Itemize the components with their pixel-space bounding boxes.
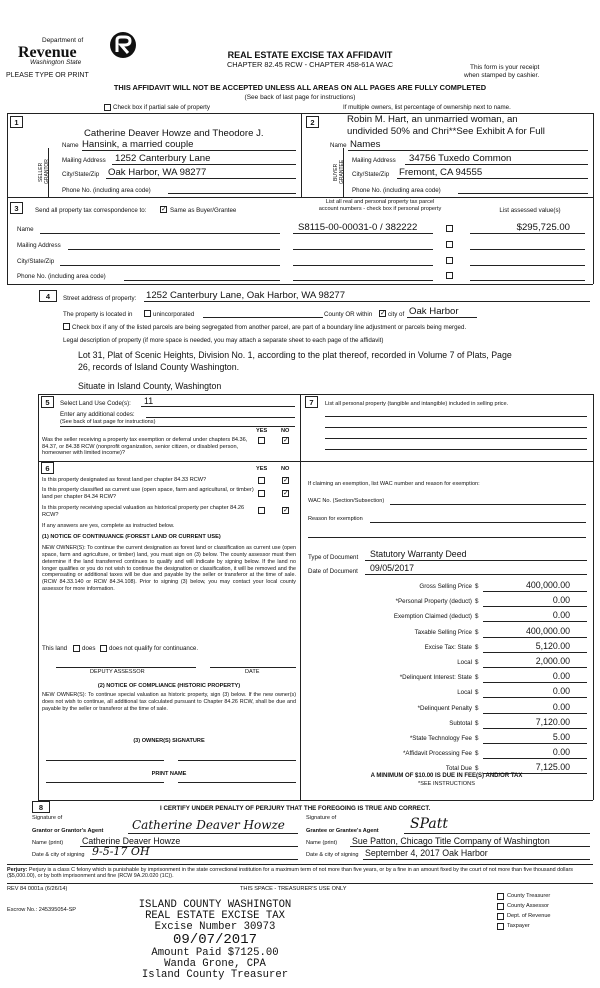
dollar-sign: $ — [475, 704, 479, 712]
tax-row-value: 0.00 — [552, 686, 570, 697]
tax-row-label: *Personal Property (deduct) — [395, 598, 472, 606]
tax-row-label: Taxable Selling Price — [414, 628, 472, 636]
dist-treasurer-checkbox[interactable] — [497, 893, 504, 900]
personal-property-checkbox-2[interactable] — [446, 241, 453, 248]
grantee-signature: SPatt — [410, 816, 448, 832]
grantee-date: September 4, 2017 Oak Harbor — [365, 848, 488, 858]
affidavit-page: Department of Revenue Washington State PLEASE TYPE OR PRINT REAL ESTATE EXCISE TAX AFFIDAVIT CHAPTER 82.45 RCW - CHAPTER 458-61A WAC This form is your receipt when stamped by cashier. THIS AFFIDAVIT WILL NOT BE ACCEPTED UNLESS ALL AREAS ON ALL PAGES ARE FULLY COMPLETED (See back of last page for instructions) Check box if partial sale of property If multiple owners, list percentage of ownership next to name. 1 SELLER GRANTOR Catherine Deaver Howze and Theodore J. Name Hansink, a married couple Mailing Address 1252 Canterbury Lane City/State/Zip Oak Harbor, WA 98277 Phone No. (including area code) 2 BUYER GRANTEE Robin M. Hart, an unmarried woman, an undivided 50% and Chri**See Exhibit A for Full Name Names Mailing Address 34756 Tuxedo Common City/State/Zip Fremont, CA 94555 Phone No. (including area code) 3 Send all property tax correspondence to: ✓ Same as Buyer/Grantee List all real and personal property tax parcel account numbers - check box if personal property List assessed value(s) Name Mailing Address City/State/Zip Phone No. (including area code) S8115-00-00031-0 / 382222 $295,725.00 4 Street address of property: 1252 Canterbury Lane, Oak Harbor, WA 98277 The property is located in unincorporated County OR within ✓ city of Oak Harbor Check box if any of the listed parcels are being segregated from another parcel, are part of a boundary line adjustment or parcels being merged. Legal description of property (if more space is needed, you may attach a separate sheet to each page of the affidavit) Lot 31, Plat of Scenic Heights, Division No. 1, according to the plat thereof, recorded in Volume 7 of Plats, Page 26, records of Island County Washington. Situate in Island County, Washington 5 Select Land Use Code(s): 11 Enter any additional codes: (See back of last page for instructions) YES NO Was the seller receiving a property tax exemption or deferral under chapters 84.36, 84.37, or 84.38 RCW (nonprofit organization, senior citizen, or disabled person, homeowner with limited income)? ✓ 6 YES NO Is this property designated as forest land per chapter 84.33 RCW? ✓ Is this property classified as current use (open space, farm and agricultural, or timber) land per chapter 84.34 RCW? ✓ Is this property receiving special valuation as historical property per chapter 84.26 RCW? ✓ If any answers are yes, complete as instructed below. (1) NOTICE OF CONTINUANCE (FOREST LAND OR CURRENT USE) NEW OWNER(S): To continue the current designation as forest land or classification as current use (open space, farm and agriculture, or timber) land, you must sign on (3) below. The county assessor must then determine if the land transferred continues to qualify and will indicate by signing below. If the land no longer qualifies or you do not wish to continue the designation or classification, it will be removed and the compensating or additional taxes will be due and payable by the seller or transferor at the time of sale. (RCW 84.33.140 or RCW 84.34.108). Prior to signing (3) below, you may contact your local county assessor for more information. This land does does not qualify for continuance. DEPUTY ASSESSOR DATE (2) NOTICE OF COMPLIANCE (HISTORIC PROPERTY) NEW OWNER(S): To continue special valuation as historic property, sign (3) below. If the new owner(s) does not wish to continue, all additional tax calculated pursuant to Chapter 84.26 RCW, shall be due and payable by the seller or transferor at the time of sale. (3) OWNER(S) SIGNATURE PRINT NAME 7 List all personal property (tangible and intangible) included in selling price. If claiming an exemption, list WAC number and reason for exemption: WAC No. (Section/Subsection) Reason for exemption Type of Document Statutory Warranty Deed Date of Document 09/05/2017 Gross Selling Price $ 400,000.00 *Personal Property (deduct) $ 0.00 Exemption Claimed (deduct) $ 0.00 Taxable Selling Price $ 400,000.00 Excise Tax: State $ 5,120.00 Local $ 2,000.00 *Delinquent Interest: State $ 0.00 Local $ 0.00 *Delinquent Penalty $ 0.00 Subtotal $ 7,120.00 *State Technology Fee $ 5.00 *Affidavit Processing Fee $ 0.00 Total Due $ 7,125.00 A MINIMUM OF $10.00 IS DUE IN FEE(S) AND/OR TAX *SEE INSTRUCTIONS 8 I CERTIFY UNDER PENALTY OF PERJURY THAT THE FOREGOING IS TRUE AND CORRECT. Signature of Grantor or Grantor's Agent Catherine Deaver Howze Name (print) Catherine Deaver Howze Date & city of signing 9-5-17 OH Signature of Grantee or Grantee's Agent SPatt Name (print) Sue Patton, Chicago Title Company of Washington Date & city of signing September 4, 2017 Oak Harbor Perjury: Perjury is a class C felony which is punishable by imprisonment in the state correctional institution for a maximum term of not more than five years, or by a fine in an amount fixed by the court of not more than five thousand dollars ($5,000.00), or by both imprisonment and fine (RCW 9A.20.020 (1C)). REV 84 0001a (6/26/14) THIS SPACE - TREASURER'S USE ONLY Escrow No.: 245395054-SP ISLAND COUNTY WASHINGTON REAL ESTATE EXCISE TAX Excise Number 30973 09/07/2017 Amount Paid $7125.00 Wanda Grone, CPA Island County Treasurer County Treasurer County Assessor Dept. of Revenue Taxpayer — [0, 0, 600, 988]
seller-name-line1: Catherine Deaver Howze and Theodore J. — [84, 128, 264, 139]
historic-no-checkbox[interactable]: ✓ — [283, 507, 289, 514]
tax-row-value: 0.00 — [552, 747, 570, 758]
personal-property-checkbox-4[interactable] — [446, 272, 453, 279]
tax-row-label: Exemption Claimed (deduct) — [393, 613, 472, 621]
historic-yes-checkbox[interactable] — [258, 507, 265, 514]
dist-taxpayer-checkbox[interactable] — [497, 923, 504, 930]
seller-name-line2: Hansink, a married couple — [82, 139, 194, 150]
same-as-buyer-checkbox[interactable]: ✓ — [161, 206, 167, 213]
legal-description-2: 26, records of Island County Washington. — [78, 362, 240, 372]
assessed-value: $295,725.00 — [516, 222, 570, 233]
dollar-sign: $ — [475, 643, 479, 651]
tax-row-label: Total Due — [445, 765, 472, 773]
dollar-sign: $ — [475, 689, 479, 697]
grantor-date: 9-5-17 OH — [92, 845, 150, 858]
dollar-sign: $ — [475, 583, 479, 590]
forest-yes-checkbox[interactable] — [258, 477, 265, 484]
forest-no-checkbox[interactable]: ✓ — [283, 477, 289, 484]
document-date: 09/05/2017 — [370, 563, 415, 573]
personal-property-checkbox-3[interactable] — [446, 257, 453, 264]
segregated-checkbox[interactable] — [63, 323, 70, 330]
document-type: Statutory Warranty Deed — [370, 549, 467, 559]
dollar-sign: $ — [475, 750, 479, 758]
property-city: Oak Harbor — [409, 306, 459, 317]
tax-row-value: 7,125.00 — [535, 762, 570, 773]
does-qualify-checkbox[interactable] — [73, 645, 80, 652]
buyer-mailing: 34756 Tuxedo Common — [409, 153, 512, 164]
tax-row-value: 2,000.00 — [535, 656, 570, 666]
revenue-logo: Department of Revenue Washington State — [18, 30, 138, 80]
grantor-print-name: Catherine Deaver Howze — [82, 836, 181, 846]
tax-row-value: 5,120.00 — [535, 640, 570, 651]
grantor-signature: Catherine Deaver Howze — [132, 818, 285, 832]
property-street: 1252 Canterbury Lane, Oak Harbor, WA 98277 — [146, 290, 346, 301]
dollar-sign: $ — [475, 628, 479, 636]
distribution-list: County Treasurer County Assessor Dept. of Revenue Taxpayer — [497, 892, 597, 932]
tax-row-label: Excise Tax: State — [424, 643, 472, 651]
dollar-sign: $ — [475, 659, 479, 666]
tax-row-label: Local — [457, 689, 472, 697]
tax-row-value: 0.00 — [552, 701, 570, 712]
tax-row-value: 5.00 — [552, 732, 570, 742]
tax-row-value: 7,120.00 — [535, 716, 570, 727]
tax-row-label: *Delinquent Interest: State — [399, 674, 472, 682]
within-city-checkbox[interactable]: ✓ — [380, 310, 386, 317]
tax-row-label: Local — [457, 659, 472, 666]
dollar-sign: $ — [475, 674, 479, 682]
dollar-sign: $ — [475, 735, 479, 742]
warning-text: THIS AFFIDAVIT WILL NOT BE ACCEPTED UNLESS ALL AREAS ON ALL PAGES ARE FULLY COMPLETED — [113, 83, 487, 92]
tax-row-label: Gross Selling Price — [419, 583, 472, 590]
tax-row-value: 400,000.00 — [525, 580, 570, 590]
legal-description-1: Lot 31, Plat of Scenic Heights, Division No. 1, according to the plat thereof, recorded in Volume 7 of Plats, Page — [78, 350, 512, 360]
unincorporated-checkbox[interactable] — [144, 310, 151, 317]
tax-row-value: 0.00 — [552, 671, 570, 682]
tax-row-value: 0.00 — [552, 595, 570, 606]
seller-city: Oak Harbor, WA 98277 — [108, 167, 207, 178]
buyer-name-line1: Robin M. Hart, an unmarried woman, an — [347, 114, 518, 125]
tax-row-label: *Affidavit Processing Fee — [402, 750, 472, 758]
buyer-name-line3: Names — [350, 139, 381, 150]
perjury-note: Perjury: Perjury is a class C felony which is punishable by imprisonment in the state correctional institution for a maximum term of not more than five years, or by a fine in an amount fixed by the court of not more than five thousand dollars ($5,000.00), or by both imprisonment and fine (RCW 9A.20.020 (1C)). — [7, 867, 573, 880]
treasurer-stamp: ISLAND COUNTY WASHINGTON REAL ESTATE EXCISE TAX Excise Number 30973 09/07/2017 Amount Paid $7125.00 Wanda Grone, CPA Island County Treasurer — [138, 899, 292, 982]
tax-row-value: 400,000.00 — [525, 625, 570, 636]
dist-assessor-checkbox[interactable] — [497, 903, 504, 910]
buyer-city: Fremont, CA 94555 — [399, 167, 483, 178]
tax-row-value: 0.00 — [552, 610, 570, 621]
buyer-name-line2: undivided 50% and Chri**See Exhibit A for Full — [347, 126, 545, 137]
tax-row-label: *State Technology Fee — [409, 735, 472, 742]
current-use-no-checkbox[interactable]: ✓ — [283, 490, 289, 497]
exempt-yes-checkbox[interactable] — [258, 437, 265, 444]
grantee-print-name: Sue Patton, Chicago Title Company of Washington — [352, 836, 550, 846]
dollar-sign: $ — [475, 719, 479, 727]
seller-mailing: 1252 Canterbury Lane — [115, 153, 211, 164]
parcel-number: S8115-00-00031-0 / 382222 — [298, 222, 418, 233]
exempt-no-checkbox[interactable]: ✓ — [283, 437, 289, 444]
legal-description-3: Situate in Island County, Washington — [78, 381, 222, 391]
land-use-code: 11 — [144, 396, 154, 406]
tax-row-label: *Delinquent Penalty — [417, 704, 472, 712]
partial-sale-checkbox[interactable] — [104, 104, 111, 111]
current-use-yes-checkbox[interactable] — [258, 490, 265, 497]
dollar-sign: $ — [475, 765, 479, 773]
does-not-qualify-checkbox[interactable] — [100, 645, 107, 652]
dist-revenue-checkbox[interactable] — [497, 913, 504, 920]
dollar-sign: $ — [475, 598, 479, 606]
dollar-sign: $ — [475, 613, 479, 621]
form-title: REAL ESTATE EXCISE TAX AFFIDAVIT — [227, 50, 393, 60]
personal-property-checkbox-1[interactable] — [446, 225, 453, 232]
tax-row-label: Subtotal — [449, 719, 472, 727]
revenue-emblem-icon — [108, 30, 138, 60]
